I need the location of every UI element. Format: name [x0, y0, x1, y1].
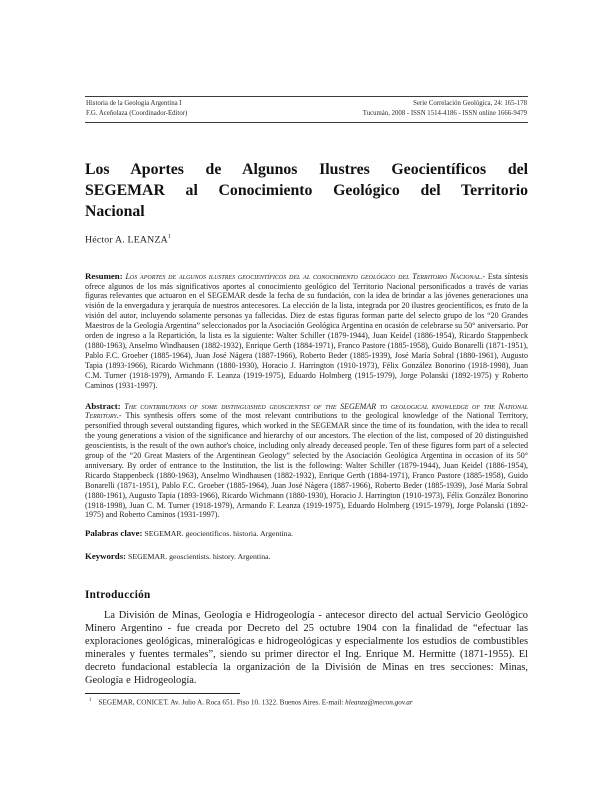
journal-header: [85, 96, 528, 123]
footnote-email: hleanza@mecon.gov.ar: [345, 698, 413, 707]
paper-title: [85, 159, 528, 222]
footnote-separator-rule: [85, 693, 240, 694]
author-line: [85, 234, 528, 245]
journal-editor: F.G. Aceñolaza (Coordinador-Editor): [86, 110, 188, 118]
palabras-clave-label: Palabras clave:: [85, 528, 143, 539]
paper-content-column: [85, 0, 528, 707]
footnote-text: SEGEMAR, CONICET. Av. Julio A. Roca 651. Piso 10. 1322. Buenos Aires. E-mail:: [98, 698, 346, 707]
footnote: [85, 696, 528, 707]
abstract-body: This synthesis offers some of the most relevant contributions to the geological knowledge of the National Territory, personified through several outstanding figures, which worked in the SEGEMAR since the time of its foundation, with the idea to recall the young generations a vision of the significance and hierarchy of our ancestors. The election of the list, composed of 20 distinguished geoscientists, is the result of the own author's choice, including only already deceased people. Ten of these figures form part of a selected group of the “20 Great Masters of the Argentinean Geology” selected by the Asociación Geológica Argentina in occasion of its 50° anniversary. By order of entrance to the Institution, the list is the following: Walter Schiller (1879-1944), Juan Keidel (1886-1954), Ricardo Stappenbeck (1880-1963), Anselmo Windhausen (1882-1932), Enrique Gerth (1884-1971), Franco Pastore (1885-1958), Guido Bonarelli (1871-1951), Pablo F.C. Groeber (1885-1964), Juan José Nágera (1887-1966), Roberto Beder (1885-1939), José María Sobral (1880-1961), Augusto Tapia (1893-1966), Ricardo Wichmann (1880-1930), Horacio J. Harrington (1910-1973), Félix González Bonorino (1918-1998), Juan C. M. Turner (1918-1979), Armando F. Leanza (1919-1975), Eduardo Holmberg (1915-1979), Jorge Polanski (1892-1975) and Roberto Caminos (1931-1997).: [85, 411, 528, 520]
author-footnote-ref: 1: [167, 234, 172, 241]
resumen-heading: Los aportes de algunos ilustres geocientíficos del al conocimiento geológico del Territorio Nacional.-: [125, 271, 486, 281]
journal-header-right: [363, 99, 527, 119]
abstract-label: Abstract:: [85, 400, 121, 411]
introduction-paragraph: La División de Minas, Geología e Hidrogeología - antecesor directo del actual Servicio Geológico Minero Argentino - fue creada por Decreto del 25 octubre 1904 con la finalidad de “efectuar las exploraciones geológicas, mineralógicas e hidrogeológicas y especialmente los estudios de combustibles minerales y fuentes termales”, siendo su primer director el Ing. Enrique M. Hermitte (1871-1955). El decreto fundacional establecía la organización de la División de Minas en tres secciones: Minas, Geología e Hidrogeología.: [85, 610, 528, 686]
journal-series-title: Historia de la Geología Argentina I: [86, 100, 182, 107]
journal-issn: Tucumán, 2008 - ISSN 1514-4186 - ISSN online 1666-9479: [362, 110, 527, 118]
keywords-text: SEGEMAR. geoscientists. history. Argentina.: [126, 552, 271, 562]
paper-title-line: SEGEMAR al Conocimiento Geológico del Territorio: [85, 182, 528, 200]
paper-title-line: Nacional: [85, 203, 145, 221]
palabras-clave-line: [85, 529, 528, 539]
palabras-clave-text: SEGEMAR. geocientíficos. historia. Argentina.: [142, 529, 293, 539]
journal-header-left: [86, 99, 187, 119]
footnote-block: [85, 693, 528, 707]
resumen-body: Esta síntesis ofrece algunos de los más significativos aportes al conocimiento geológico del Territorio Nacional personificados a través de varias figuras relevantes que actuaron en el SEGEMAR desde la fecha de su fundación, con la idea de brindar a las jóvenes generaciones una visión de la envergadura y jerarquía de nuestros antecesores. La elección de la lista, integrada por 20 ilustres geocientíficos, es fruto de la visión del autor, incluyendo solamente personas ya fallecidas. Diez de estas figuras forman parte del selecto grupo de los “20 Grandes Maestros de la Geología Argentina” seleccionados por la Asociación Geológica Argentina en ocasión de celebrarse su 50° aniversario. Por orden de ingreso a la Repartición, la lista es la siguiente: Walter Schiller (1879-1944), Juan Keidel (1886-1954), Ricardo Stappenbeck (1880-1963), Anselmo Windhausen (1882-1932), Enrique Gerth (1884-1971), Franco Pastore (1885-1958), Guido Bonarelli (1871-1951), Pablo F.C. Groeber (1885-1964), Juan José Nágera (1887-1966), Roberto Beder (1885-1939), José María Sobral (1880-1961), Augusto Tapia (1893-1966), Ricardo Wichmann (1880-1930), Horacio J. Harrington (1910-1973), Félix González Bonorino (1918-1998), Juan C.M. Turner (1918-1979), Armando F. Leanza (1919-1975), Eduardo Holmberg (1915-1979), Jorge Polanski (1892-1975) y Roberto Caminos (1931-1997).: [85, 271, 529, 390]
keywords-label: Keywords:: [85, 551, 127, 562]
resumen-paragraph: [85, 272, 528, 391]
introduction-heading: Introducción: [85, 589, 151, 602]
footnote-ref: 1: [89, 697, 92, 703]
author-name: Héctor A. LEANZA: [85, 234, 168, 246]
paper-title-line: Los Aportes de Algunos Ilustres Geocientíficos del: [85, 161, 528, 179]
abstract-paragraph: [85, 402, 528, 521]
abstract-heading: The contributions of some distinguished geoscientist of the SEGEMAR to geological knowledge of the National Territory.-: [85, 401, 528, 421]
resumen-label: Resumen:: [85, 270, 123, 281]
journal-citation: Serie Correlación Geológica, 24: 165-178: [413, 100, 527, 107]
keywords-line: [85, 552, 528, 562]
